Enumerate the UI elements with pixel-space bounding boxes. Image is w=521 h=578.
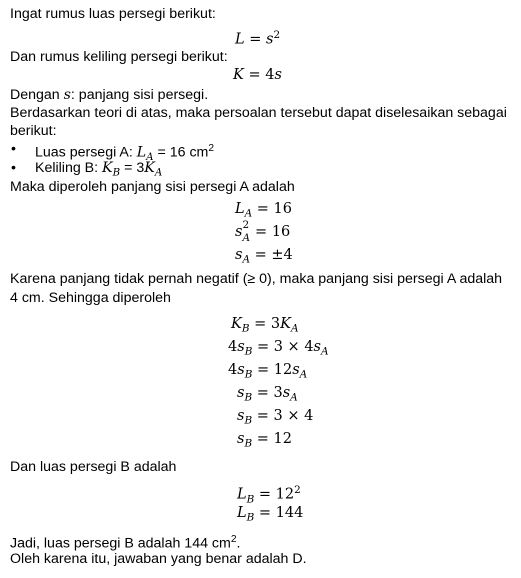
eq-la: $L_A = 16$ xyxy=(235,201,293,220)
intro-perimeter-formula: Dan rumus keliling persegi berikut: xyxy=(10,49,228,65)
eq-kb: $K_B = 3K_A$ xyxy=(231,316,299,335)
eq-4sb-12sa: $4s_B = 12s_A$ xyxy=(228,362,308,381)
eq-sb-3sa: $s_B = 3s_A$ xyxy=(237,385,298,404)
eq-sa-squared: s 2 A = 16 xyxy=(235,218,291,244)
final-answer: Oleh karena itu, jawaban yang benar adalah D. xyxy=(10,551,307,567)
side-a-intro: Maka diperoleh panjang sisi persegi A adalah xyxy=(10,179,295,195)
nonnegative-note-cont: 4 cm. Sehingga diperoleh xyxy=(10,290,171,306)
eq-lb-144: $L_B = 144$ xyxy=(237,505,304,524)
bullet-marker: • xyxy=(11,160,16,176)
bullet-marker: • xyxy=(11,141,16,157)
given-area-a: Luas persegi A: $L_A = 16$ $cm^2$ xyxy=(35,143,215,164)
given-perimeter-b: Keliling B: $K_B = 3K_A$ xyxy=(35,160,163,179)
solution-intro-cont: berikut: xyxy=(10,123,57,139)
formula-perimeter: K = 4s xyxy=(233,67,282,83)
eq-sb-12: $s_B = 12$ xyxy=(237,431,292,450)
eq-4sb: $4s_B = 3 \times 4s_A$ xyxy=(228,339,329,358)
conclusion: Jadi, luas persegi B adalah 144 $cm^2$. xyxy=(10,534,241,552)
nonnegative-note: Karena panjang tidak pernah negatif (≥ 0), maka panjang sisi persegi A adalah xyxy=(10,271,503,287)
eq-sb-3x4: $s_B = 3 \times 4$ xyxy=(237,408,314,427)
area-b-intro: Dan luas persegi B adalah xyxy=(10,459,177,475)
eq-lb-12sq: $L_B = 12^2$ xyxy=(237,484,301,506)
intro-area-formula: Ingat rumus luas persegi berikut: xyxy=(10,6,216,22)
eq-sa: $s_A = \pm 4$ xyxy=(235,247,293,266)
formula-area: $L = s^2$ xyxy=(235,29,281,48)
variable-definition: Dengan s: panjang sisi persegi. xyxy=(10,87,209,103)
solution-intro: Berdasarkan teori di atas, maka persoalan tersebut dapat diselesaikan sebagai xyxy=(10,105,507,121)
